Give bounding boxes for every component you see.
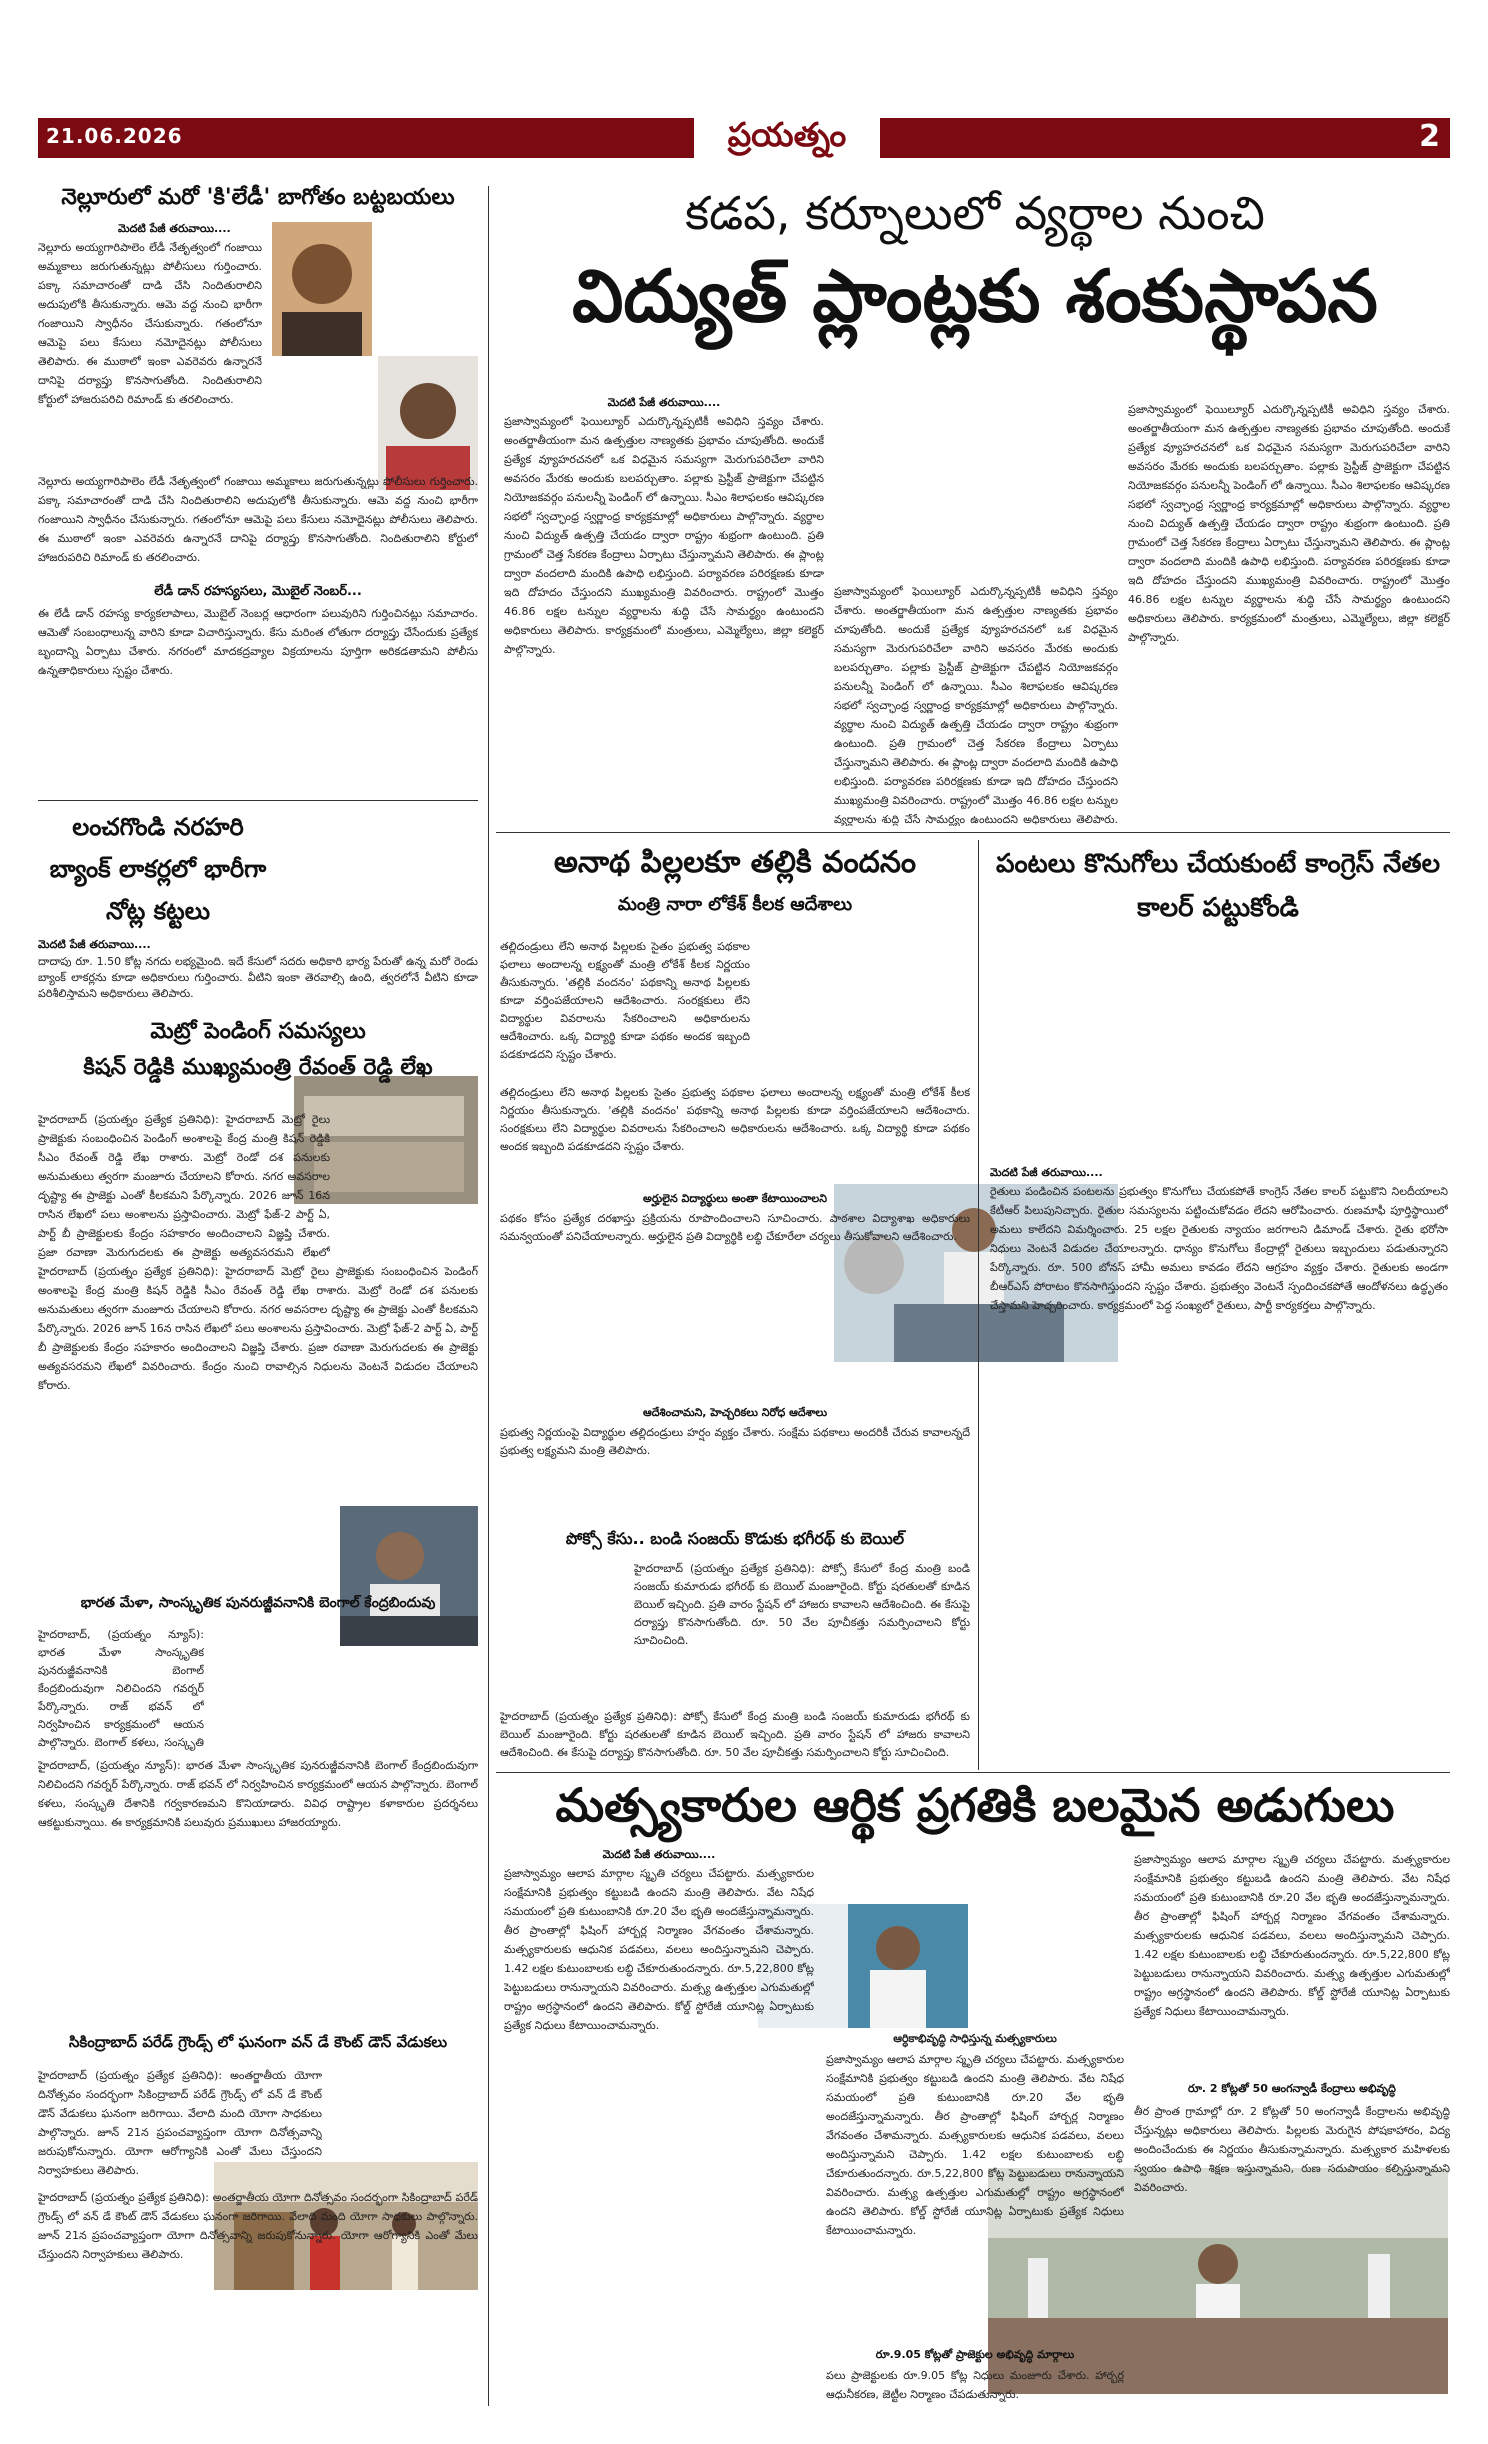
dateline: మెదటి పేజీ తరువాయి.... [38, 938, 151, 951]
article-nellore-body-mid [38, 472, 478, 582]
main-story-col3 [1128, 400, 1450, 826]
article-body-continued: హైదరాబాద్ (ప్రయత్నం ప్రత్యేక ప్రతినిధి): హైదరాబాద్ మెట్రో రైలు ప్రాజెక్టుకు సంబంధించిన పెండింగ్ అంశాలపై కేంద్ర మంత్రి కిషన్ రెడ్డికి సీఎం రేవంత్ రెడ్డి లేఖ రాశారు. మెట్రో రెండో దశ పనులకు అనుమతులు త్వరగా మంజూరు చేయాలని కోరారు. నగర అవసరాల దృష్ట్యా ఈ ప్రాజెక్టు ఎంతో కీలకమని పేర్కొన్నారు. 2026 జూన్ 16న రాసిన లేఖలో పలు అంశాలను ప్రస్తావించారు. మెట్రో ఫేజ్-2 పార్ట్ ఏ, పార్ట్ బీ ప్రాజెక్టులకు కేంద్రం సహకారం అందించాలని విజ్ఞప్తి చేశారు. ప్రజా రవాణా మెరుగుదలకు ఈ ప్రాజెక్టు అత్యవసరమని లేఖలో వివరించారు. కేంద్రం నుంచి రావాల్సిన నిధులను వెంటనే విడుదల చేయాలని కోరారు. [38, 1265, 478, 1392]
dateline: మెదటి పేజీ తరువాయి.... [118, 222, 231, 235]
masthead [694, 115, 880, 161]
issue-date: 21.06.2026 [46, 124, 183, 148]
article-body-continued: నెల్లూరు అయ్యగారిపాలెం లేడీ నేతృత్వంలో గంజాయి అమ్మకాలు జరుగుతున్నట్లు పోలీసులు గుర్తించారు. పక్కా సమాచారంతో దాడి చేసి నిందితురాలిని అదుపులోకి తీసుకున్నారు. ఆమె వద్ద నుంచి భారీగా గంజాయిని స్వాధీనం చేసుకున్నారు. గతంలోనూ ఆమెపై పలు కేసులు నమోదైనట్లు పోలీసులు తెలిపారు. ఈ ముఠాలో ఇంకా ఎవరెవరు ఉన్నారనే దానిపై దర్యాప్తు కొనసాగుతోంది. నిందితురాలిని కోర్టులో హాజరుపరిచి రిమాండ్ కు తరలించారు. [38, 475, 478, 564]
dateline: మెదటి పేజీ తరువాయి.... [602, 1848, 716, 1861]
article-fishermen [500, 1780, 1450, 1831]
main-story-col1 [504, 396, 824, 826]
article-metro [38, 1020, 478, 1080]
article-headline: భారత మేళా, సాంస్కృతిక పునరుజ్జీవనానికి బెంగాల్ కేంద్రబిందువు [80, 1595, 436, 1611]
article-body-continued: హైదరాబాద్ (ప్రయత్నం ప్రత్యేక ప్రతినిధి): పోక్సో కేసులో కేంద్ర మంత్రి బండి సంజయ్ కుమారుడు భగీరథ్ కు బెయిల్ మంజూరైంది. కోర్టు షరతులతో కూడిన బెయిల్ ఇచ్చింది. ప్రతి వారం స్టేషన్ లో హాజరు కావాలని ఆదేశించింది. ఈ కేసుపై దర్యాప్తు కొనసాగుతోంది. రూ. 50 వేల పూచీకత్తు సమర్పించాలని కోర్టు సూచించింది. [500, 1710, 970, 1759]
article-body: హైదరాబాద్ (ప్రయత్నం ప్రత్యేక ప్రతినిధి): అంతర్జాతీయ యోగా దినోత్సవం సందర్భంగా సికింద్రాబాద్ పరేడ్ గ్రౌండ్స్ లో వన్ డే కౌంట్ డౌన్ వేడుకలు ఘనంగా జరిగాయి. వేలాది మంది యోగా సాధకులు పాల్గొన్నారు. జూన్ 21న ప్రపంచవ్యాప్తంగా యోగా దినోత్సవాన్ని జరుపుకోనున్నారు. యోగా ఆరోగ్యానికి ఎంతో మేలు చేస్తుందని నిర్వాహకులు తెలిపారు. [38, 2069, 322, 2177]
article-body-continued: తల్లిదండ్రులు లేని అనాథ పిల్లలకు సైతం ప్రభుత్వ పథకాల ఫలాలు అందాలన్న లక్ష్యంతో మంత్రి లోకేశ్ కీలక నిర్ణయం తీసుకున్నారు. 'తల్లికి వందనం' పథకాన్ని అనాథ పిల్లలకు కూడా వర్తింపజేయాలని ఆదేశించారు. సంరక్షకులు లేని విద్యార్థుల వివరాలను సేకరించాలని అధికారులను ఆదేశించారు. ఒక్క విద్యార్థి కూడా పథకం అందక ఇబ్బంది పడకూడదని స్పష్టం చేశారు. [500, 1086, 970, 1153]
article-subhead-right: రూ. 2 కోట్లతో 50 ఆంగన్వాడీ కేంద్రాలు అభివృద్ధి [1188, 2082, 1396, 2095]
main-story-body-continued-2: ప్రజాస్వామ్యంలో ఫెయిల్యూర్ ఎదుర్కొన్నప్పటికీ అవిధిని స్తవ్యం చేశారు. అంతర్జాతీయంగా మన ఉత్పత్తుల నాణ్యతకు ప్రభావం చూపుతోంది. అందుకే ప్రత్యేక వ్యూహరచనలో ఒక విధమైన సమస్యగా మెరుగుపరిచేలా వారిని అవసరం మేరకు అందుకు బలపర్చుతాం. పల్లాకు ప్రెస్టీజ్ ప్రాజెక్టుగా చేపట్టిన నియోజకవర్గం పనులన్నీ పెండింగ్ లో ఉన్నాయి. సీఎం శిలాఫలకం ఆవిష్కరణ సభలో స్వచ్ఛాంధ్ర స్వర్ణాంధ్ర కార్యక్రమాల్లో అధికారులు పాల్గొన్నారు. వ్యర్థాల నుంచి విద్యుత్ ఉత్పత్తి చేయడం ద్వారా రాష్ట్రం శుభ్రంగా ఉంటుంది. ప్రతి గ్రామంలో చెత్త సేకరణ కేంద్రాలు ఏర్పాటు చేస్తున్నామని తెలిపారు. ఈ ప్లాంట్ల ద్వారా వందలాది మందికి ఉపాధి లభిస్తుంది. పర్యావరణ పరిరక్షణకు కూడా ఇది దోహదం చేస్తుందని ముఖ్యమంత్రి వివరించారు. రాష్ట్రంలో మొత్తం 46.86 లక్షల టన్నుల వ్యర్థాలను శుద్ధి చేసే సామర్థ్యం ఉంటుందని అధికారులు తెలిపారు. కార్యక్రమంలో మంత్రులు, ఎమ్మెల్యేలు, జిల్లా కలెక్టర్ పాల్గొన్నారు. [1128, 403, 1450, 644]
article-metro-body-top [38, 1110, 330, 1260]
article-fishermen-col3-top [1134, 1850, 1450, 2080]
article-subhead-3: ఆదేశించామని, హెచ్చరికలు నిరోధ ఆదేశాలు [642, 1406, 828, 1419]
article-body-3: తీర ప్రాంత గ్రామాల్లో రూ. 2 కోట్లతో 50 అంగన్వాడీ కేంద్రాలను అభివృద్ధి చేస్తున్నట్లు అధికారులు తెలిపారు. పిల్లలకు మెరుగైన పోషకాహారం, విద్య అందించేందుకు ఈ నిర్ణయం తీసుకున్నామన్నారు. మత్స్యకార మహిళలకు స్వయం ఉపాధి శిక్షణ ఇస్తున్నామని, రుణ సదుపాయం కల్పిస్తున్నామని వివరించారు. [1134, 2105, 1450, 2194]
main-story-body-continued: ప్రజాస్వామ్యంలో ఫెయిల్యూర్ ఎదుర్కొన్నప్పటికీ అవిధిని స్తవ్యం చేశారు. అంతర్జాతీయంగా మన ఉత్పత్తుల నాణ్యతకు ప్రభావం చూపుతోంది. అందుకే ప్రత్యేక వ్యూహరచనలో ఒక విధమైన సమస్యగా మెరుగుపరిచేలా వారిని అవసరం మేరకు అందుకు బలపర్చుతాం. పల్లాకు ప్రెస్టీజ్ ప్రాజెక్టుగా చేపట్టిన నియోజకవర్గం పనులన్నీ పెండింగ్ లో ఉన్నాయి. సీఎం శిలాఫలకం ఆవిష్కరణ సభలో స్వచ్ఛాంధ్ర స్వర్ణాంధ్ర కార్యక్రమాల్లో అధికారులు పాల్గొన్నారు. వ్యర్థాల నుంచి విద్యుత్ ఉత్పత్తి చేయడం ద్వారా రాష్ట్రం శుభ్రంగా ఉంటుంది. ప్రతి గ్రామంలో చెత్త సేకరణ కేంద్రాలు ఏర్పాటు చేస్తున్నామని తెలిపారు. ఈ ప్లాంట్ల ద్వారా వందలాది మందికి ఉపాధి లభిస్తుంది. పర్యావరణ పరిరక్షణకు కూడా ఇది దోహదం చేస్తుందని ముఖ్యమంత్రి వివరించారు. రాష్ట్రంలో మొత్తం 46.86 లక్షల టన్నుల వ్యర్థాలను శుద్ధి చేసే సామర్థ్యం ఉంటుందని అధికారులు తెలిపారు. [834, 585, 1118, 826]
article-body: హైదరాబాద్ (ప్రయత్నం ప్రత్యేక ప్రతినిధి): పోక్సో కేసులో కేంద్ర మంత్రి బండి సంజయ్ కుమారుడు భగీరథ్ కు బెయిల్ మంజూరైంది. కోర్టు షరతులతో కూడిన బెయిల్ ఇచ్చింది. ప్రతి వారం స్టేషన్ లో హాజరు కావాలని ఆదేశించింది. ఈ కేసుపై దర్యాప్తు కొనసాగుతోంది. రూ. 50 వేల పూచీకత్తు సమర్పించాలని కోర్టు సూచించింది. [634, 1562, 970, 1647]
main-story-col2 [834, 582, 1118, 826]
article-headline-2: కిషన్ రెడ్డికి ముఖ్యమంత్రి రేవంత్ రెడ్డి లేఖ [83, 1055, 433, 1081]
article-fishermen-col3-bottom [1134, 2102, 1450, 2406]
headline-line-2: విద్యుత్ ప్లాంట్లకు శంకుస్థాపన [572, 253, 1378, 338]
photo-caption: ఆర్ధికాభివృద్ధి సాధిస్తున్న మత్స్యకారులు [893, 2032, 1057, 2045]
article-yoga-countdown [38, 2034, 478, 2051]
article-nellore [38, 186, 478, 210]
dateline: మెదటి పేజీ తరువాయి.... [990, 1166, 1103, 1179]
article-body: తల్లిదండ్రులు లేని అనాథ పిల్లలకు సైతం ప్రభుత్వ పథకాల ఫలాలు అందాలన్న లక్ష్యంతో మంత్రి లోకేశ్ కీలక నిర్ణయం తీసుకున్నారు. 'తల్లికి వందనం' పథకాన్ని అనాథ పిల్లలకు కూడా వర్తింపజేయాలని ఆదేశించారు. సంరక్షకులు లేని విద్యార్థుల వివరాలను సేకరించాలని అధికారులను ఆదేశించారు. ఒక్క విద్యార్థి కూడా పథకం అందక ఇబ్బంది పడకూడదని స్పష్టం చేశారు. [500, 940, 750, 1061]
article-mela-body-top [38, 1626, 204, 1754]
article-body: దాదాపు రూ. 1.50 కోట్ల నగదు లభ్యమైంది. ఇదే కేసులో సదరు అధికారి భార్య పేరుతో ఉన్న మరో రెండు బ్యాంక్ లాకర్లను కూడా అధికారులు గుర్తించారు. వీటిని ఇంకా తెరవాల్సి ఉంది, త్వరలోనే వీటిని కూడా పరిశీలిస్తామని అధికారులు తెలిపారు. [38, 955, 478, 1000]
main-story-headline [500, 188, 1450, 336]
dateline: మెదటి పేజీ తరువాయి.... [607, 396, 721, 409]
article-fishermen-col1 [504, 1848, 814, 2404]
article-body-continued: హైదరాబాద్ (ప్రయత్నం ప్రత్యేక ప్రతినిధి): అంతర్జాతీయ యోగా దినోత్సవం సందర్భంగా సికింద్రాబాద్ పరేడ్ గ్రౌండ్స్ లో వన్ డే కౌంట్ డౌన్ వేడుకలు ఘనంగా జరిగాయి. వేలాది మంది యోగా సాధకులు పాల్గొన్నారు. జూన్ 21న ప్రపంచవ్యాప్తంగా యోగా దినోత్సవాన్ని జరుపుకోనున్నారు. యోగా ఆరోగ్యానికి ఎంతో మేలు చేస్తుందని నిర్వాహకులు తెలిపారు. [38, 2191, 478, 2261]
article-body-continued-2: ప్రజాస్వామ్యం ఆలాప మార్గాల స్మృతి చర్యలు చేపట్టారు. మత్స్యకారుల సంక్షేమానికి ప్రభుత్వం కట్టుబడి ఉందని మంత్రి తెలిపారు. వేట నిషేధ సమయంలో ప్రతి కుటుంబానికి రూ.20 వేల భృతి అందజేస్తున్నామన్నారు. తీర ప్రాంతాల్లో ఫిషింగ్ హార్బర్ల నిర్మాణం వేగవంతం చేశామన్నారు. మత్స్యకారులకు ఆధునిక పడవలు, వలలు అందిస్తున్నామని చెప్పారు. 1.42 లక్షల కుటుంబాలకు లబ్ధి చేకూరుతుందన్నారు. రూ.5,22,800 కోట్ల పెట్టుబడులు రానున్నాయని వివరించారు. మత్స్య ఉత్పత్తుల ఎగుమతుల్లో రాష్ట్రం అగ్రస్థానంలో ఉందని తెలిపారు. కోల్డ్ స్టోరేజీ యూనిట్ల ఏర్పాటుకు ప్రత్యేక నిధులు కేటాయించామన్నారు. [1134, 1853, 1450, 2018]
article-nellore-body-top [38, 222, 262, 470]
article-headline: సికింద్రాబాద్ పరేడ్ గ్రౌండ్స్ లో ఘనంగా వన్ డే కౌంట్ డౌన్ వేడుకలు [68, 2033, 448, 2051]
page-number: 2 [1419, 119, 1440, 154]
article-body: ప్రజాస్వామ్యం ఆలాప మార్గాల స్మృతి చర్యలు చేపట్టారు. మత్స్యకారుల సంక్షేమానికి ప్రభుత్వం కట్టుబడి ఉందని మంత్రి తెలిపారు. వేట నిషేధ సమయంలో ప్రతి కుటుంబానికి రూ.20 వేల భృతి అందజేస్తున్నామన్నారు. తీర ప్రాంతాల్లో ఫిషింగ్ హార్బర్ల నిర్మాణం వేగవంతం చేశామన్నారు. మత్స్యకారులకు ఆధునిక పడవలు, వలలు అందిస్తున్నామని చెప్పారు. 1.42 లక్షల కుటుంబాలకు లబ్ధి చేకూరుతుందన్నారు. రూ.5,22,800 కోట్ల పెట్టుబడులు రానున్నాయని వివరించారు. మత్స్య ఉత్పత్తుల ఎగుమతుల్లో రాష్ట్రం అగ్రస్థానంలో ఉందని తెలిపారు. కోల్డ్ స్టోరేజీ యూనిట్ల ఏర్పాటుకు ప్రత్యేక నిధులు కేటాయించామన్నారు. [504, 1867, 814, 2032]
article-mela-body-bottom [38, 1756, 478, 2032]
article-bank-body [38, 938, 478, 1002]
article-subhead: రూ.9.05 కోట్లతో ప్రాజెక్టుల అభివృద్ధి మార్గాలు [875, 2348, 1075, 2361]
article-orphans-body-bottom [500, 1210, 970, 1406]
article-subhead: మంత్రి నారా లోకేశ్ కీలక ఆదేశాలు [617, 894, 853, 915]
article-fishermen-col2 [826, 2050, 1124, 2346]
article-body-3: ప్రభుత్వ నిర్ణయంపై విద్యార్థుల తల్లిదండ్రులు హర్షం వ్యక్తం చేశారు. సంక్షేమ పథకాలు అందరికీ చేరువ కావాలన్నదే ప్రభుత్వ లక్ష్యమని మంత్రి తెలిపారు. [500, 1426, 970, 1457]
article-headline: పంటలు కొనుగోలు చేయకుంటే కాంగ్రెస్ నేతల కాలర్ పట్టుకోండి [995, 849, 1441, 923]
article-body-continued: ప్రజాస్వామ్యం ఆలాప మార్గాల స్మృతి చర్యలు చేపట్టారు. మత్స్యకారుల సంక్షేమానికి ప్రభుత్వం కట్టుబడి ఉందని మంత్రి తెలిపారు. వేట నిషేధ సమయంలో ప్రతి కుటుంబానికి రూ.20 వేల భృతి అందజేస్తున్నామన్నారు. తీర ప్రాంతాల్లో ఫిషింగ్ హార్బర్ల నిర్మాణం వేగవంతం చేశామన్నారు. మత్స్యకారులకు ఆధునిక పడవలు, వలలు అందిస్తున్నామని చెప్పారు. 1.42 లక్షల కుటుంబాలకు లబ్ధి చేకూరుతుందన్నారు. రూ.5,22,800 కోట్ల పెట్టుబడులు రానున్నాయని వివరించారు. మత్స్య ఉత్పత్తుల ఎగుమతుల్లో రాష్ట్రం అగ్రస్థానంలో ఉందని తెలిపారు. కోల్డ్ స్టోరేజీ యూనిట్ల ఏర్పాటుకు ప్రత్యేక నిధులు కేటాయించామన్నారు. [826, 2053, 1124, 2237]
article-metro-body-bottom [38, 1262, 478, 1592]
article-body-2: ఈ లేడీ డాన్ రహస్య కార్యకలాపాలు, మొబైల్ నెంబర్ల ఆధారంగా పలువురిని గుర్తించినట్లు సమాచారం. ఆమెతో సంబంధాలున్న వారిని కూడా విచారిస్తున్నారు. కేసు మరింత లోతుగా దర్యాప్తు చేసేందుకు ప్రత్యేక బృందాన్ని ఏర్పాటు చేశారు. నగరంలో మాదకద్రవ్యాల విక్రయాలను పూర్తిగా అరికడతామని పోలీసు ఉన్నతాధికారులు స్పష్టం చేశారు. [38, 607, 478, 677]
article-headline: పోక్సో కేసు.. బండి సంజయ్ కొడుకు భగీరథ్ కు బెయిల్ [565, 1529, 905, 1548]
article-headline: అనాథ పిల్లలకూ తల్లికి వందనం [553, 845, 917, 880]
page-header [38, 114, 1450, 158]
column-rule [488, 186, 489, 2406]
article-headline: మెట్రో పెండింగ్ సమస్యలు [150, 1019, 366, 1044]
column-rule [978, 840, 979, 1770]
article-orphans-body-end [500, 1424, 970, 1526]
article-ktr [986, 842, 1450, 930]
article-bank-lockers [38, 806, 278, 932]
article-headline: లంచగొండి నరహరి బ్యాంక్ లాకర్లలో భారీగా నోట్ల కట్టలు [49, 813, 267, 925]
article-body: హైదరాబాద్, (ప్రయత్నం న్యూస్): భారత మేళా సాంస్కృతిక పునరుజ్జీవనానికి బెంగాల్ కేంద్రబిందువుగా నిలిచిందని గవర్నర్ పేర్కొన్నారు. రాజ్ భవన్ లో నిర్వహించిన కార్యక్రమంలో ఆయన పాల్గొన్నారు. బెంగాల్ కళలు, సంస్కృతి [38, 1628, 204, 1749]
article-orphans-body-top [500, 938, 750, 1082]
photo-suspect-male [272, 222, 372, 356]
article-body-continued: హైదరాబాద్, (ప్రయత్నం న్యూస్): భారత మేళా సాంస్కృతిక పునరుజ్జీవనానికి బెంగాల్ కేంద్రబిందువుగా నిలిచిందని గవర్నర్ పేర్కొన్నారు. రాజ్ భవన్ లో నిర్వహించిన కార్యక్రమంలో ఆయన పాల్గొన్నారు. బెంగాల్ కళలు, సంస్కృతి దేశానికి గర్వకారణమని కొనియాడారు. వివిధ రాష్ట్రాల కళాకారుల ప్రదర్శనలు ఆకట్టుకున్నాయి. ఈ కార్యక్రమానికి పలువురు ప్రముఖులు హాజరయ్యారు. [38, 1759, 478, 1829]
divider [496, 1772, 1450, 1773]
article-headline: మత్స్యకారుల ఆర్థిక ప్రగతికి బలమైన అడుగులు [555, 1778, 1395, 1832]
article-subhead: లేడీ డాన్ రహస్యసలు, మొబైల్ నెంబర్... [154, 584, 362, 599]
article-pocso-body-top [634, 1560, 970, 1706]
article-bharat-mela [38, 1596, 478, 1611]
photo-suspect-female [378, 356, 478, 490]
article-pocso-body-bottom [500, 1708, 970, 1766]
article-body: రైతులు పండించిన పంటలను ప్రభుత్వం కొనుగోలు చేయకపోతే కాంగ్రెస్ నేతల కాలర్ పట్టుకొని నిలదీయాలని కేటీఆర్ పిలుపునిచ్చారు. రైతుల సమస్యలను పట్టించుకోవడం లేదని ఆరోపించారు. రుణమాఫీ పూర్తిస్థాయిలో అమలు కాలేదని విమర్శించారు. 25 లక్షల రైతులకు న్యాయం జరగాలని డిమాండ్ చేశారు. రైతు భరోసా నిధులు వెంటనే విడుదల చేయాలన్నారు. ధాన్యం కొనుగోలు కేంద్రాల్లో రైతులు ఇబ్బందులు పడుతున్నారని పేర్కొన్నారు. రూ. 500 బోనస్ హామీ అమలు కావడం లేదని ఆగ్రహం వ్యక్తం చేశారు. రైతులకు అండగా బీఆర్ఎస్ పోరాటం కొనసాగిస్తుందని స్పష్టం చేశారు. ప్రభుత్వం వెంటనే స్పందించకపోతే ఆందోళనలు ఉద్ధృతం చేస్తామని హెచ్చరించారు. కార్యక్రమంలో పెద్ద సంఖ్యలో రైతులు, పార్టీ కార్యకర్తలు పాల్గొన్నారు. [990, 1185, 1448, 1312]
headline-line-1: కడప, కర్నూలులో వ్యర్థాల నుంచి [685, 186, 1265, 240]
article-body-2: పథకం కోసం ప్రత్యేక దరఖాస్తు ప్రక్రియను రూపొందించాలని సూచించారు. పాఠశాల విద్యాశాఖ అధికారులు సమన్వయంతో పనిచేయాలన్నారు. అర్హులైన ప్రతి విద్యార్థికి లబ్ధి చేకూరేలా చర్యలు తీసుకోవాలని ఆదేశించారు. [500, 1212, 970, 1243]
article-headline: నెల్లూరులో మరో 'కి'లేడీ' బాగోతం బట్టబయలు [61, 185, 455, 210]
divider [38, 800, 478, 801]
article-body-2: పలు ప్రాజెక్టులకు రూ.9.05 కోట్ల నిధులు మంజూరు చేశారు. హార్బర్ల ఆధునీకరణ, జెట్టీల నిర్మాణం చేపడుతున్నారు. [826, 2369, 1124, 2401]
divider [496, 832, 1450, 833]
article-yoga-body-bottom [38, 2188, 478, 2406]
article-yoga-body-top [38, 2066, 322, 2186]
masthead-title: ప్రయత్నం [727, 114, 847, 154]
article-orphans-body-mid [500, 1084, 970, 1188]
article-pocso [500, 1530, 970, 1548]
main-story-body: ప్రజాస్వామ్యంలో ఫెయిల్యూర్ ఎదుర్కొన్నప్పటికీ అవిధిని స్తవ్యం చేశారు. అంతర్జాతీయంగా మన ఉత్పత్తుల నాణ్యతకు ప్రభావం చూపుతోంది. అందుకే ప్రత్యేక వ్యూహరచనలో ఒక విధమైన సమస్యగా మెరుగుపరిచేలా వారిని అవసరం మేరకు అందుకు బలపర్చుతాం. పల్లాకు ప్రెస్టీజ్ ప్రాజెక్టుగా చేపట్టిన నియోజకవర్గం పనులన్నీ పెండింగ్ లో ఉన్నాయి. సీఎం శిలాఫలకం ఆవిష్కరణ సభలో స్వచ్ఛాంధ్ర స్వర్ణాంధ్ర కార్యక్రమాల్లో అధికారులు పాల్గొన్నారు. వ్యర్థాల నుంచి విద్యుత్ ఉత్పత్తి చేయడం ద్వారా రాష్ట్రం శుభ్రంగా ఉంటుంది. ప్రతి గ్రామంలో చెత్త సేకరణ కేంద్రాలు ఏర్పాటు చేస్తున్నామని తెలిపారు. ఈ ప్లాంట్ల ద్వారా వందలాది మందికి ఉపాధి లభిస్తుంది. పర్యావరణ పరిరక్షణకు కూడా ఇది దోహదం చేస్తుందని ముఖ్యమంత్రి వివరించారు. రాష్ట్రంలో మొత్తం 46.86 లక్షల టన్నుల వ్యర్థాలను శుద్ధి చేసే సామర్థ్యం ఉంటుందని అధికారులు తెలిపారు. కార్యక్రమంలో మంత్రులు, ఎమ్మెల్యేలు, జిల్లా కలెక్టర్ పాల్గొన్నారు. [504, 415, 824, 656]
article-nellore-body-bottom [38, 604, 478, 792]
article-orphans [500, 846, 970, 915]
article-fishermen-col2-end [826, 2366, 1124, 2406]
article-body: హైదరాబాద్ (ప్రయత్నం ప్రత్యేక ప్రతినిధి): హైదరాబాద్ మెట్రో రైలు ప్రాజెక్టుకు సంబంధించిన పెండింగ్ అంశాలపై కేంద్ర మంత్రి కిషన్ రెడ్డికి సీఎం రేవంత్ రెడ్డి లేఖ రాశారు. మెట్రో రెండో దశ పనులకు అనుమతులు త్వరగా మంజూరు చేయాలని కోరారు. నగర అవసరాల దృష్ట్యా ఈ ప్రాజెక్టు ఎంతో కీలకమని పేర్కొన్నారు. 2026 జూన్ 16న రాసిన లేఖలో పలు అంశాలను ప్రస్తావించారు. మెట్రో ఫేజ్-2 పార్ట్ ఏ, పార్ట్ బీ ప్రాజెక్టులకు కేంద్రం సహకారం అందించాలని విజ్ఞప్తి చేశారు. ప్రజా రవాణా మెరుగుదలకు ఈ ప్రాజెక్టు అత్యవసరమని లేఖలో [38, 1113, 330, 1259]
article-ktr-body [990, 1166, 1448, 1766]
article-body: నెల్లూరు అయ్యగారిపాలెం లేడీ నేతృత్వంలో గంజాయి అమ్మకాలు జరుగుతున్నట్లు పోలీసులు గుర్తించారు. పక్కా సమాచారంతో దాడి చేసి నిందితురాలిని అదుపులోకి తీసుకున్నారు. ఆమె వద్ద నుంచి భారీగా గంజాయిని స్వాధీనం చేసుకున్నారు. గతంలోనూ ఆమెపై పలు కేసులు నమోదైనట్లు పోలీసులు తెలిపారు. ఈ ముఠాలో ఇంకా ఎవరెవరు ఉన్నారనే దానిపై దర్యాప్తు కొనసాగుతోంది. నిందితురాలిని కోర్టులో హాజరుపరిచి రిమాండ్ కు తరలించారు. [38, 241, 262, 406]
article-subhead-2: అర్హులైన విద్యార్థులు అంతా కేటాయించాలని [643, 1192, 827, 1205]
